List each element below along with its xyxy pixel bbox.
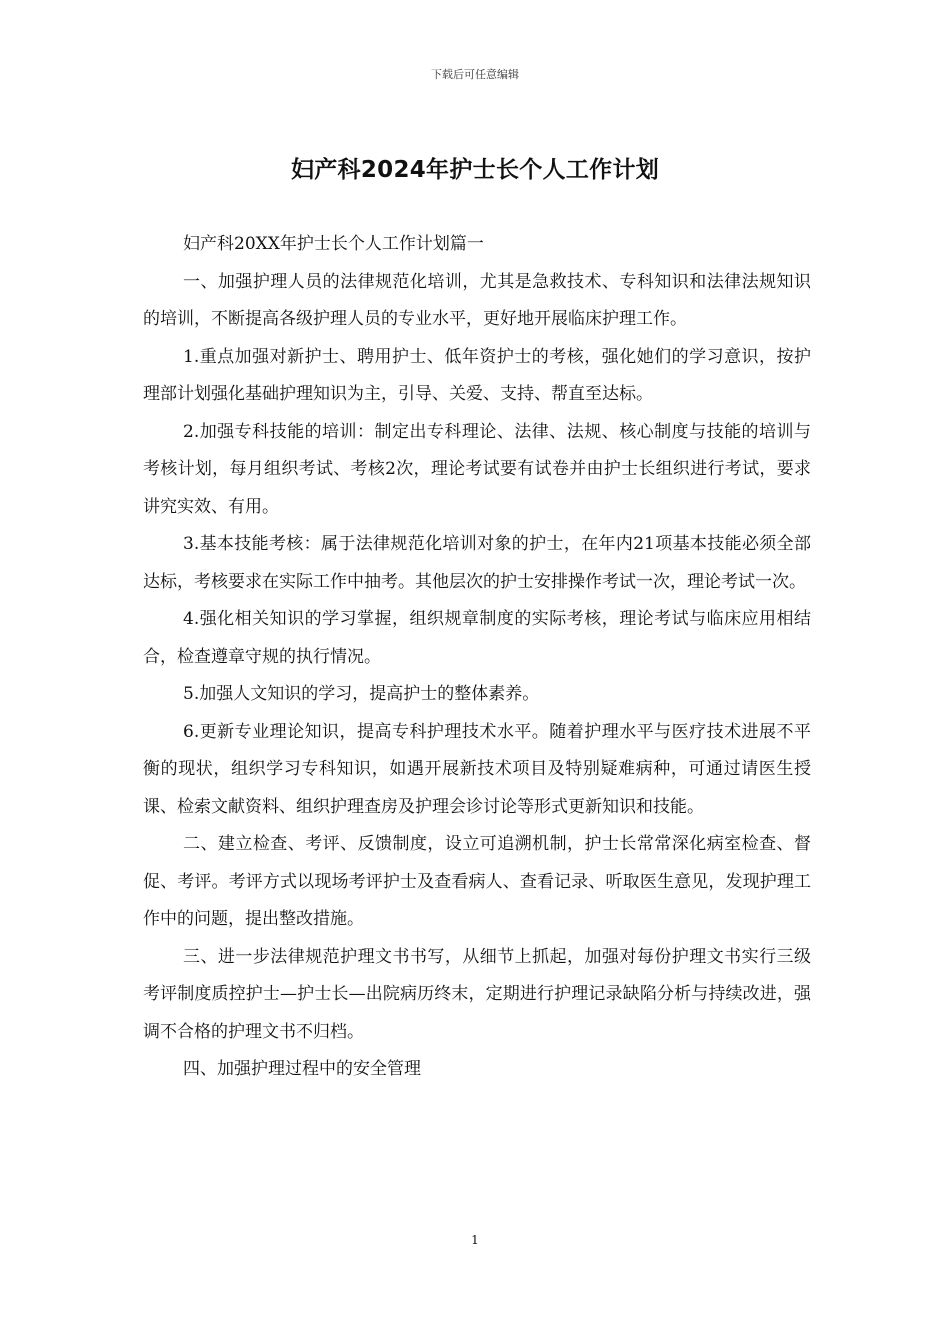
document-title: 妇产科2024年护士长个人工作计划 [290, 157, 660, 183]
paragraph: 一、加强护理人员的法律规范化培训，尤其是急救技术、专科知识和法律法规知识的培训，不断提高各级护理人员的专业水平，更好地开展临床护理工作。 [143, 271, 811, 329]
paragraph: 1.重点加强对新护士、聘用护士、低年资护士的考核，强化她们的学习意识，按护理部计划强化基础护理知识为主，引导、关爱、支持、帮直至达标。 [143, 346, 811, 404]
paragraph: 5.加强人文知识的学习，提高护士的整体素养。 [183, 684, 540, 704]
paragraph: 2.加强专科技能的培训：制定出专科理论、法律、法规、核心制度与技能的培训与考核计划，每月组织考试、考核2次，理论考试要有试卷并由护士长组织进行考试，要求讲究实效、有用。 [143, 421, 811, 517]
section-heading: 妇产科20XX年护士长个人工作计划篇一 [183, 234, 484, 254]
paragraph: 6.更新专业理论知识，提高专科护理技术水平。随着护理水平与医疗技术进展不平衡的现状，组织学习专科知识，如遇开展新技术项目及特别疑难病种，可通过请医生授课、检索文献资料、组织护理查房及护理会诊讨论等形式更新知识和技能。 [143, 721, 811, 817]
page-number: 1 [471, 1233, 479, 1247]
paragraph: 三、进一步法律规范护理文书书写，从细节上抓起，加强对每份护理文书实行三级考评制度质控护士—护士长—出院病历终末，定期进行护理记录缺陷分析与持续改进，强调不合格的护理文书不归档。 [143, 946, 811, 1042]
paragraph: 四、加强护理过程中的安全管理 [183, 1059, 421, 1079]
paragraph: 二、建立检查、考评、反馈制度，设立可追溯机制，护士长常常深化病室检查、督促、考评。考评方式以现场考评护士及查看病人、查看记录、听取医生意见，发现护理工作中的问题，提出整改措施。 [143, 834, 811, 929]
paragraph: 3.基本技能考核：属于法律规范化培训对象的护士，在年内21项基本技能必须全部达标，考核要求在实际工作中抽考。其他层次的护士安排操作考试一次，理论考试一次。 [143, 534, 811, 592]
document-body [143, 226, 811, 1089]
paragraph: 4.强化相关知识的学习掌握，组织规章制度的实际考核，理论考试与临床应用相结合，检查遵章守规的执行情况。 [143, 609, 811, 667]
header-note: 下载后可任意编辑 [431, 68, 519, 81]
